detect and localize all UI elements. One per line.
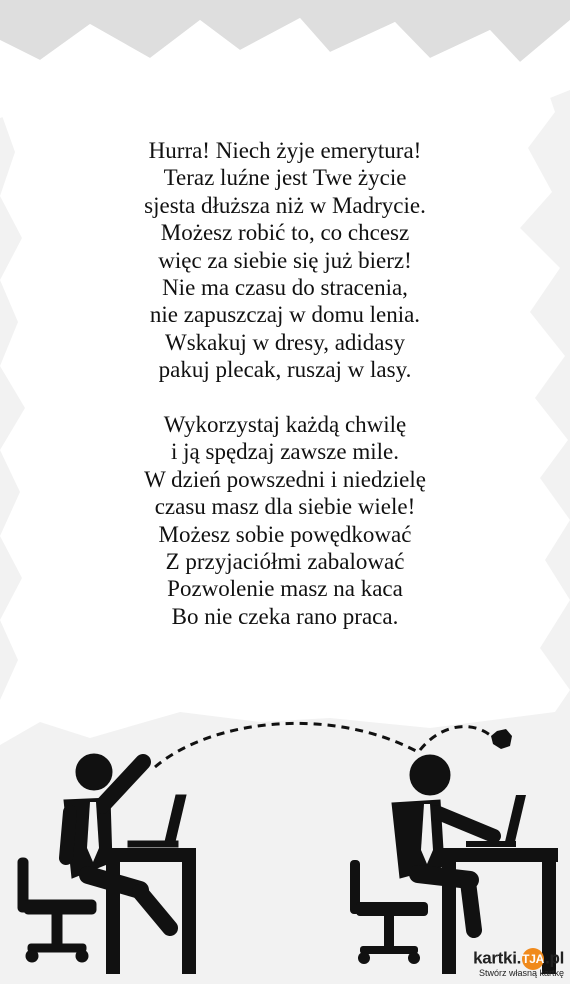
poem bbox=[0, 137, 570, 630]
poem-line: nie zapuszczaj w domu lenia. bbox=[149, 302, 421, 328]
site-watermark[interactable] bbox=[473, 948, 564, 978]
laptop-icon bbox=[128, 795, 186, 847]
poem-line: sjesta dłuższa niż w Madrycie. bbox=[144, 192, 426, 218]
poem-line: Wskakuj w dresy, adidasy bbox=[165, 329, 405, 355]
poem-line: Możesz robić to, co chcesz bbox=[160, 220, 410, 246]
watermark-brand-badge: TJA bbox=[522, 948, 544, 970]
watermark-tagline: Stwórz własną kartkę bbox=[478, 968, 564, 978]
poem-line: Hurra! Niech żyje emerytura! bbox=[148, 138, 422, 163]
poem-stanza-2 bbox=[0, 411, 570, 630]
poem-line: Teraz luźne jest Twe życie bbox=[163, 165, 407, 191]
poem-line: Możesz sobie powędkować bbox=[158, 521, 412, 547]
watermark-brand-right: .pl bbox=[545, 948, 564, 968]
watermark-brand-left: kartki. bbox=[473, 948, 522, 968]
poem-line: Nie ma czasu do stracenia, bbox=[162, 275, 408, 301]
throw-trajectory bbox=[155, 723, 418, 767]
poem-stanza-1 bbox=[0, 137, 570, 384]
poem-line: czasu masz dla siebie wiele! bbox=[154, 494, 416, 520]
poem-line: i ją spędzaj zawsze mile. bbox=[171, 439, 399, 465]
poem-line: Wykorzystaj każdą chwilę bbox=[163, 412, 407, 438]
poem-line: Z przyjaciółmi zabalować bbox=[165, 549, 405, 575]
poem-line: Bo nie czeka rano praca. bbox=[171, 603, 399, 629]
paper-ball-icon bbox=[491, 729, 512, 749]
poem-line: Pozwolenie masz na kaca bbox=[167, 576, 403, 602]
poem-line: pakuj plecak, ruszaj w lasy. bbox=[158, 357, 412, 383]
poem-line: więc za siebie się już bierz! bbox=[158, 247, 412, 273]
watermark-logo bbox=[473, 948, 564, 970]
poem-line: W dzień powszedni i niedzielę bbox=[144, 466, 426, 492]
